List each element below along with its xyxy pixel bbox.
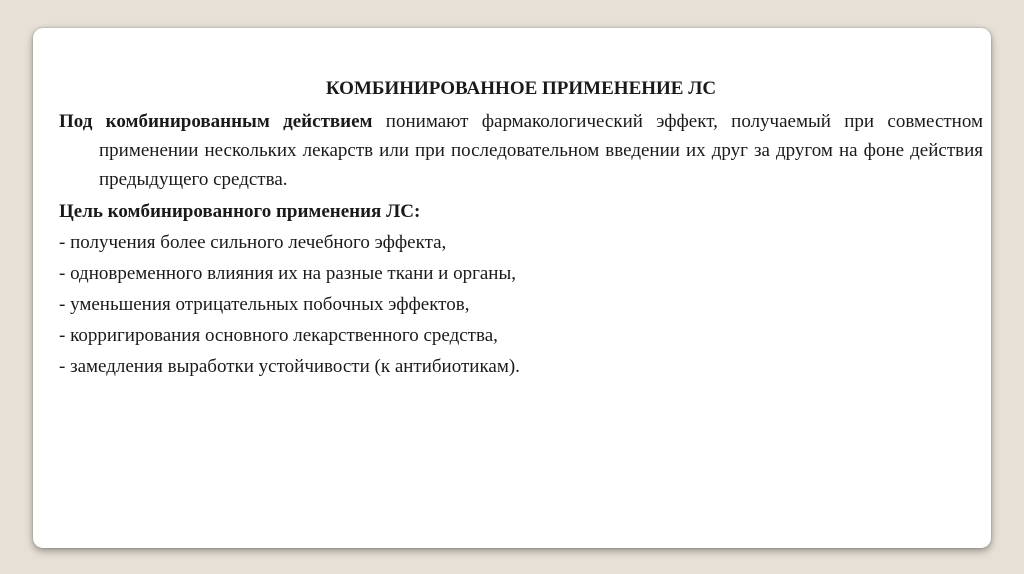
list-item: - замедления выработки устойчивости (к антибиотикам). (59, 356, 520, 377)
slide-card (33, 28, 991, 548)
goal-heading: Цель комбинированного применения ЛС: (59, 201, 421, 222)
definition-paragraph (59, 107, 983, 194)
list-item: - корригирования основного лекарственного средства, (59, 325, 498, 346)
list-item: - уменьшения отрицательных побочных эффектов, (59, 294, 470, 315)
slide-title: КОМБИНИРОВАННОЕ ПРИМЕНЕНИЕ ЛС (325, 78, 717, 99)
definition-text: понимают фармакологический эффект, получаемый при совместном применении нескольких лекарств или при последовательном введении их друг за другом на фоне действия предыдущего средства. (99, 111, 984, 190)
goal-list (59, 227, 983, 382)
definition-term: Под комбинированным действием (59, 111, 373, 132)
list-item: - одновременного влияния их на разные ткани и органы, (59, 263, 516, 284)
slide-content (59, 77, 983, 382)
list-item: - получения более сильного лечебного эффекта, (59, 232, 447, 253)
